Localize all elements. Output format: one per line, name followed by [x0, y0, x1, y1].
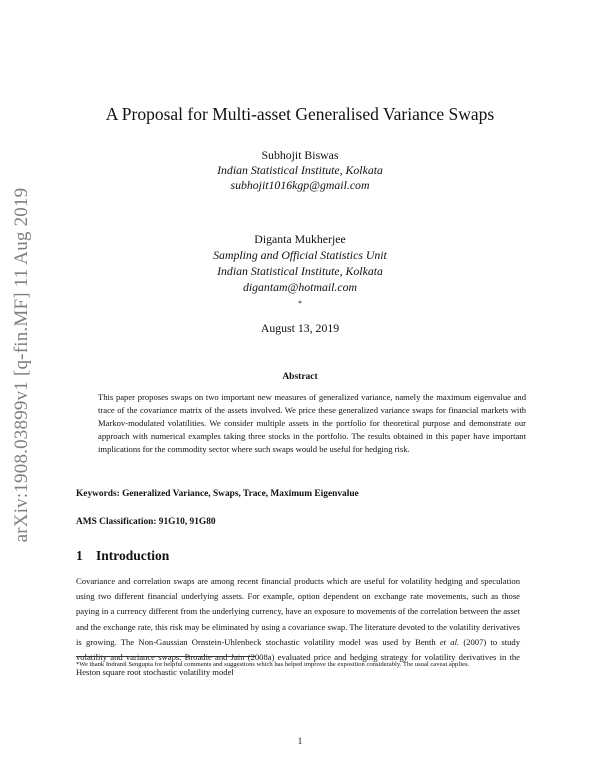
paper-title: A Proposal for Multi-asset Generalised Variance Swaps	[105, 104, 495, 124]
ams-classification: AMS Classification: 91G10, 91G80	[76, 517, 216, 527]
arxiv-identifier-text: arXiv:1908.03899v1 [q-fin.MF] 11 Aug 2019	[11, 187, 32, 543]
abstract-text: This paper proposes swaps on two important new measures of generalized variance, namely the maximum eigenvalue and trace of the covariance matrix of the assets involved. We price these generalized variance swaps for financial markets with Markov-modulated volatilities. We consider multiple assets in the portfolio for theoretical purpose and demonstrate our approach with numerical examples taking three stocks in the portfolio. The results obtained in this paper have important implications for the commodity sector where such swaps would be useful for hedging risk.	[98, 392, 526, 455]
abstract-heading: Abstract	[282, 372, 318, 382]
footnote-divider	[76, 656, 256, 657]
intro-et-al: et al.	[439, 636, 460, 647]
page-number: 1	[297, 737, 303, 747]
author-2-affiliation-2: Indian Statistical Institute, Kolkata	[217, 264, 383, 278]
paper-date: August 13, 2019	[260, 321, 340, 335]
author-2-name: Diganta Mukherjee	[254, 232, 346, 246]
author-1-email: subhojit1016kgp@gmail.com	[230, 178, 370, 192]
section-title: Introduction	[96, 548, 170, 563]
author-1-name: Subhojit Biswas	[261, 148, 339, 162]
author-2-affiliation-1: Sampling and Official Statistics Unit	[213, 248, 387, 262]
author-2-email: digantam@hotmail.com	[242, 280, 358, 294]
keywords-line: Keywords: Generalized Variance, Swaps, Trace, Maximum Eigenvalue	[76, 489, 359, 499]
intro-text-part-2: (2007) to study volatility and variance swaps. Broadie and Jain (2008a) evaluated price and hedging strategy for volatility derivatives in the Heston square root stochastic volatility model	[76, 636, 521, 678]
footnote-marker: *	[298, 299, 302, 308]
intro-text-part-1: Covariance and correlation swaps are among recent financial products which are useful for volatility hedging and speculation using two different financial underlying assets. For example, option dependent on exchange rate movements, such as those paying in a currency different from the underlying currency, have an exposure to movements of the correlation between the asset and the exchange rate, this risk may be eliminated by using a covariance swap. The literature devoted to the volatility derivatives is growing. The Non-Gaussian Ornstein-Uhlenbeck stochastic volatility model was used by Benth	[76, 576, 520, 647]
section-heading	[76, 548, 169, 564]
footnote-text: *We thank Indranil Sengupta for helpful comments and suggestions which has helped improve the exposition considerably. The usual caveat applies.	[76, 661, 470, 668]
section-number: 1	[76, 548, 83, 563]
author-1-affiliation: Indian Statistical Institute, Kolkata	[217, 163, 383, 177]
